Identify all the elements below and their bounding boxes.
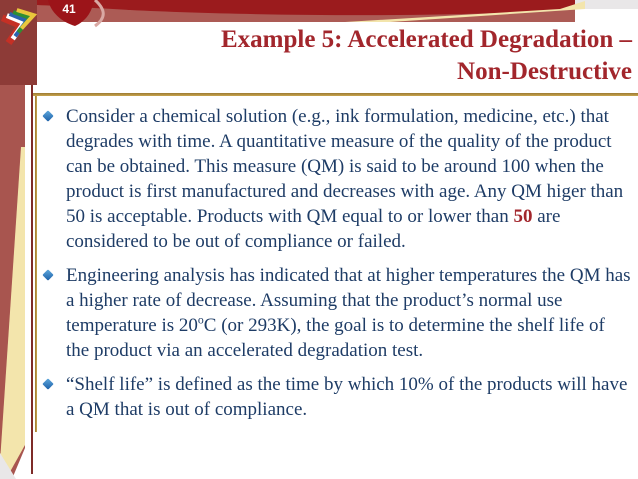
bullet-item [40, 372, 632, 422]
content-left-gold-rule [35, 96, 37, 432]
bullet-text-segment: Engineering analysis has indicated that at higher temperatures the QM has a higher rate of decrease. Assuming that the product’s normal use temperature is 20 [66, 265, 631, 336]
book-logo-icon [1, 5, 37, 49]
bullet-text-segment: C (or 293K), the goal is to determine the shelf life of the product via an accelerated degradation test. [66, 315, 605, 361]
highlighted-value: 50 [513, 206, 533, 227]
slide-title [50, 24, 632, 88]
slide-title-line2: Non-Destructive [457, 58, 632, 85]
bullet-diamond-icon [42, 110, 53, 121]
bullet-text-segment: Consider a chemical solution (e.g., ink formulation, medicine, etc.) that degrades with time. A quantitative measure of the quality of the product can be obtained. This measure (QM) is said to be around 100 when the product is first manufactured and decreases with age. Any QM higer than 50 is acceptable. Products with QM equal to or lower than [66, 106, 624, 227]
slide-body [40, 104, 632, 431]
bullet-text [66, 263, 631, 363]
bullet-text [66, 104, 631, 254]
bullet-diamond-icon [42, 269, 53, 280]
title-underline-rule [33, 93, 638, 96]
superscript-degree: o [197, 313, 204, 327]
bullet-text [66, 372, 631, 422]
content-left-red-rule [31, 84, 33, 474]
bullet-item [40, 263, 632, 363]
bullet-text-segment: are considered to be out of compliance or failed. [66, 206, 561, 252]
logo-square [0, 0, 37, 85]
bullet-diamond-icon [42, 378, 53, 389]
slide-number-badge: 41 [62, 2, 76, 16]
left-border-decoration [0, 85, 32, 479]
slide-title-line1: Example 5: Accelerated Degradation – [220, 26, 632, 53]
bullet-item [40, 104, 632, 254]
bullet-text-segment: “Shelf life” is defined as the time by which 10% of the products will have a QM that is out of compliance. [66, 374, 628, 420]
